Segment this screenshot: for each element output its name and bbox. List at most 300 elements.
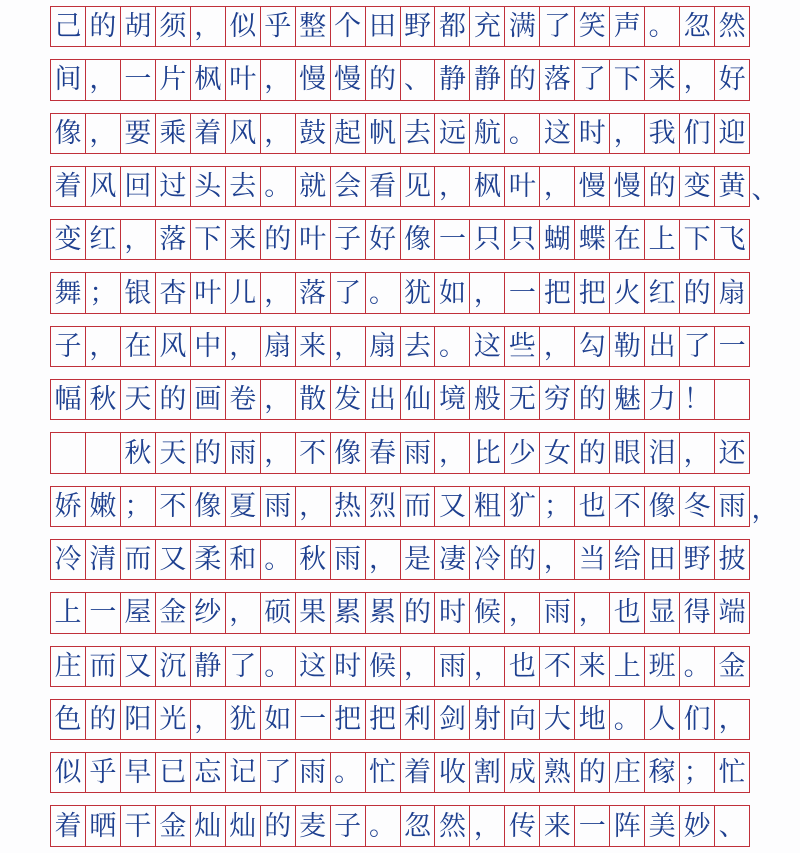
- grid-cell: 干: [121, 806, 156, 845]
- grid-cell: 了: [226, 647, 261, 686]
- grid-cell: 间: [51, 60, 86, 99]
- grid-cell: 娇: [51, 487, 86, 526]
- grid-cell: 还: [715, 433, 750, 472]
- grid-cell: ，: [401, 647, 436, 686]
- grid-cell: ，: [435, 433, 470, 472]
- grid-cell: 了: [575, 60, 610, 99]
- grid-cell: 、: [401, 60, 436, 99]
- grid-cell: 上: [645, 220, 680, 259]
- grid-cell: 风: [86, 167, 121, 206]
- grid-cell: ，: [86, 60, 121, 99]
- grid-cell: 无: [505, 380, 540, 419]
- grid-cell: 灿: [226, 806, 261, 845]
- grid-cell: 是: [401, 540, 436, 579]
- grid-cell: 割: [470, 753, 505, 792]
- grid-cell: 的: [645, 167, 680, 206]
- grid-cell: ；: [680, 753, 715, 792]
- grid-row-cells: [50, 539, 750, 580]
- grid-cell: 下: [680, 220, 715, 259]
- grid-cell: 幅: [51, 380, 86, 419]
- grid-cell: 凄: [435, 540, 470, 579]
- grid-cell: 女: [540, 433, 575, 472]
- grid-row: [50, 480, 779, 533]
- grid-cell: 在: [121, 327, 156, 366]
- grid-cell: 当: [575, 540, 610, 579]
- grid-cell: 充: [470, 7, 505, 46]
- grid-cell: 扇: [366, 327, 401, 366]
- grid-row-cells: [50, 379, 750, 420]
- grid-cell: 叶: [226, 60, 261, 99]
- grid-cell: 剑: [435, 700, 470, 739]
- grid-cell: 好: [366, 220, 401, 259]
- grid-cell: 去: [401, 114, 436, 153]
- grid-cell: 金: [715, 647, 750, 686]
- grid-cell: ，: [540, 167, 575, 206]
- grid-cell: 的: [575, 433, 610, 472]
- grid-cell: 。: [505, 114, 540, 153]
- grid-cell: ，: [86, 114, 121, 153]
- grid-cell: 扇: [261, 327, 296, 366]
- grid-cell: [86, 433, 121, 472]
- grid-cell: 给: [610, 540, 645, 579]
- grid-cell: 落: [156, 220, 191, 259]
- grid-cell: 。: [366, 273, 401, 312]
- grid-cell: 烈: [366, 487, 401, 526]
- grid-cell: 秋: [121, 433, 156, 472]
- grid-cell: 稼: [645, 753, 680, 792]
- grid-cell: ，: [121, 220, 156, 259]
- grid-cell: 时: [331, 647, 366, 686]
- grid-cell: 一: [86, 593, 121, 632]
- grid-cell: 柔: [191, 540, 226, 579]
- grid-cell: 的: [575, 380, 610, 419]
- grid-cell: 夏: [226, 487, 261, 526]
- grid-cell: 一: [121, 60, 156, 99]
- grid-cell: 雨: [540, 593, 575, 632]
- grid-cell: ，: [86, 327, 121, 366]
- grid-cell: 雨: [401, 433, 436, 472]
- grid-cell: 忙: [366, 753, 401, 792]
- grid-cell: 一: [505, 273, 540, 312]
- grid-cell: 蝴: [540, 220, 575, 259]
- grid-row-cells: [50, 219, 750, 260]
- grid-cell: 黄: [715, 167, 750, 206]
- grid-cell: 。: [435, 327, 470, 366]
- grid-row-cells: [50, 113, 750, 154]
- grid-cell: 又: [121, 647, 156, 686]
- grid-cell: 忽: [680, 7, 715, 46]
- grid-cell: 如: [261, 700, 296, 739]
- grid-cell: 力: [645, 380, 680, 419]
- grid-cell: 雨: [715, 487, 750, 526]
- grid-row-cells: [50, 6, 750, 47]
- grid-cell: 静: [470, 60, 505, 99]
- grid-cell: 来: [575, 647, 610, 686]
- grid-row-cells: [50, 272, 750, 313]
- grid-cell: 比: [470, 433, 505, 472]
- grid-cell: 金: [156, 806, 191, 845]
- grid-cell: 来: [296, 327, 331, 366]
- grid-cell: 般: [470, 380, 505, 419]
- grid-row: [50, 53, 750, 106]
- grid-cell: ，: [435, 167, 470, 206]
- grid-cell: 像: [401, 220, 436, 259]
- grid-cell: 利: [401, 700, 436, 739]
- grid-cell: 这: [470, 327, 505, 366]
- grid-cell: 不: [156, 487, 191, 526]
- grid-cell: 麦: [296, 806, 331, 845]
- grid-cell: 忽: [401, 806, 436, 845]
- grid-cell: 清: [86, 540, 121, 579]
- grid-cell: 下: [191, 220, 226, 259]
- grid-cell: ，: [261, 433, 296, 472]
- grid-row-cells: [50, 486, 750, 527]
- grid-cell: 中: [191, 327, 226, 366]
- grid-cell: 不: [540, 647, 575, 686]
- grid-cell: ，: [226, 327, 261, 366]
- grid-cell: 美: [645, 806, 680, 845]
- grid-cell: 收: [435, 753, 470, 792]
- grid-cell: 时: [435, 593, 470, 632]
- grid-cell: 的: [401, 593, 436, 632]
- grid-cell: 雨: [331, 540, 366, 579]
- grid-cell: 光: [156, 700, 191, 739]
- grid-cell: 阵: [610, 806, 645, 845]
- grid-cell: 庄: [610, 753, 645, 792]
- grid-cell: 端: [715, 593, 750, 632]
- grid-row: [50, 373, 750, 426]
- grid-cell: [51, 433, 86, 472]
- grid-cell: 和: [226, 540, 261, 579]
- grid-cell: ，: [470, 273, 505, 312]
- grid-cell: 野: [401, 7, 436, 46]
- grid-cell: 田: [645, 540, 680, 579]
- grid-cell: 些: [505, 327, 540, 366]
- grid-cell: 落: [540, 60, 575, 99]
- grid-cell: 都: [435, 7, 470, 46]
- grid-cell: 的: [505, 540, 540, 579]
- grid-cell: ，: [575, 593, 610, 632]
- grid-cell: ，: [680, 433, 715, 472]
- grid-row-cells: [50, 326, 750, 367]
- grid-cell: 一: [575, 806, 610, 845]
- grid-cell: 色: [51, 700, 86, 739]
- grid-row-cells: [50, 752, 750, 793]
- grid-cell: 会: [331, 167, 366, 206]
- grid-cell: ，: [366, 540, 401, 579]
- grid-row-cells: [50, 699, 750, 740]
- grid-cell: 去: [401, 327, 436, 366]
- grid-cell: 屋: [121, 593, 156, 632]
- grid-cell: 传: [505, 806, 540, 845]
- grid-cell: 的: [261, 806, 296, 845]
- grid-cell: 红: [645, 273, 680, 312]
- grid-row: [50, 640, 750, 693]
- grid-cell: 纱: [191, 593, 226, 632]
- grid-row-cells: [50, 166, 750, 207]
- grid-cell: 们: [680, 114, 715, 153]
- grid-cell: 。: [261, 167, 296, 206]
- grid-cell: 硕: [261, 593, 296, 632]
- grid-cell: ；: [86, 273, 121, 312]
- grid-cell: 魅: [610, 380, 645, 419]
- grid-cell: 变: [51, 220, 86, 259]
- grid-cell: 如: [435, 273, 470, 312]
- grid-cell: 成: [505, 753, 540, 792]
- grid-cell: 冷: [470, 540, 505, 579]
- grid-cell: 枫: [191, 60, 226, 99]
- grid-cell: 。: [261, 540, 296, 579]
- grid-cell: 田: [366, 7, 401, 46]
- grid-cell: ，: [540, 327, 575, 366]
- grid-cell: 飞: [715, 220, 750, 259]
- margin-punctuation: ，: [751, 493, 779, 525]
- grid-cell: ，: [680, 60, 715, 99]
- grid-cell: 冷: [51, 540, 86, 579]
- grid-cell: 秋: [296, 540, 331, 579]
- grid-cell: 忘: [191, 753, 226, 792]
- grid-cell: 了: [680, 327, 715, 366]
- grid-cell: 这: [540, 114, 575, 153]
- grid-cell: 也: [505, 647, 540, 686]
- grid-cell: 早: [121, 753, 156, 792]
- grid-cell: 出: [366, 380, 401, 419]
- grid-cell: 又: [156, 540, 191, 579]
- grid-cell: 着: [51, 806, 86, 845]
- grid-cell: ，: [470, 647, 505, 686]
- grid-row: [50, 320, 750, 373]
- grid-cell: 阳: [121, 700, 156, 739]
- grid-cell: 春: [366, 433, 401, 472]
- grid-cell: 头: [191, 167, 226, 206]
- grid-cell: 境: [435, 380, 470, 419]
- grid-cell: 已: [156, 753, 191, 792]
- grid-cell: 然: [435, 806, 470, 845]
- grid-cell: 来: [226, 220, 261, 259]
- grid-cell: ！: [680, 380, 715, 419]
- grid-cell: ，: [470, 806, 505, 845]
- grid-row: [50, 213, 750, 266]
- grid-cell: 犹: [226, 700, 261, 739]
- grid-cell: 一: [715, 327, 750, 366]
- grid-cell: 犹: [401, 273, 436, 312]
- grid-cell: 的: [680, 273, 715, 312]
- grid-cell: 来: [540, 806, 575, 845]
- grid-row: [50, 799, 750, 852]
- grid-cell: 熟: [540, 753, 575, 792]
- grid-row-cells: [50, 59, 750, 100]
- grid-cell: 慢: [610, 167, 645, 206]
- grid-row: [50, 160, 779, 213]
- grid-row-cells: [50, 805, 750, 846]
- grid-row: [50, 693, 750, 746]
- grid-cell: 犷: [505, 487, 540, 526]
- grid-row: [50, 746, 750, 799]
- grid-cell: 。: [261, 647, 296, 686]
- grid-cell: 笑: [575, 7, 610, 46]
- grid-cell: 静: [191, 647, 226, 686]
- grid-cell: 回: [121, 167, 156, 206]
- grid-cell: 着: [401, 753, 436, 792]
- grid-cell: ；: [121, 487, 156, 526]
- grid-cell: 好: [715, 60, 750, 99]
- grid-cell: 穷: [540, 380, 575, 419]
- grid-cell: 在: [610, 220, 645, 259]
- grid-cell: 的: [366, 60, 401, 99]
- grid-cell: 把: [366, 700, 401, 739]
- grid-cell: ，: [715, 700, 750, 739]
- grid-cell: 泪: [645, 433, 680, 472]
- grid-cell: 天: [156, 433, 191, 472]
- margin-punctuation: 、: [751, 174, 779, 206]
- grid-cell: 记: [226, 753, 261, 792]
- grid-cell: ，: [261, 60, 296, 99]
- grid-cell: 舞: [51, 273, 86, 312]
- grid-cell: 远: [435, 114, 470, 153]
- grid-cell: 们: [680, 700, 715, 739]
- grid-cell: 己: [51, 7, 86, 46]
- grid-cell: 风: [226, 114, 261, 153]
- grid-cell: 像: [191, 487, 226, 526]
- grid-cell: 得: [680, 593, 715, 632]
- grid-cell: 勾: [575, 327, 610, 366]
- grid-cell: 。: [610, 700, 645, 739]
- grid-cell: 。: [645, 7, 680, 46]
- grid-cell: ，: [296, 487, 331, 526]
- writing-grid: [50, 0, 779, 853]
- grid-cell: 叶: [191, 273, 226, 312]
- grid-cell: 片: [156, 60, 191, 99]
- grid-cell: 火: [610, 273, 645, 312]
- grid-cell: 也: [575, 487, 610, 526]
- grid-row: [50, 426, 750, 479]
- grid-cell: 的: [156, 380, 191, 419]
- grid-cell: 杏: [156, 273, 191, 312]
- grid-cell: 儿: [226, 273, 261, 312]
- grid-cell: ，: [226, 593, 261, 632]
- grid-cell: 而: [401, 487, 436, 526]
- grid-cell: 乘: [156, 114, 191, 153]
- grid-cell: 像: [645, 487, 680, 526]
- grid-cell: 银: [121, 273, 156, 312]
- grid-cell: 慢: [575, 167, 610, 206]
- grid-cell: 的: [505, 60, 540, 99]
- grid-cell: 子: [331, 220, 366, 259]
- grid-row: [50, 533, 750, 586]
- grid-cell: 慢: [296, 60, 331, 99]
- grid-cell: 雨: [296, 753, 331, 792]
- grid-cell: 鼓: [296, 114, 331, 153]
- grid-cell: 仙: [401, 380, 436, 419]
- grid-cell: 眼: [610, 433, 645, 472]
- grid-cell: 起: [331, 114, 366, 153]
- grid-cell: 候: [470, 593, 505, 632]
- grid-cell: 红: [86, 220, 121, 259]
- grid-cell: 了: [540, 7, 575, 46]
- grid-cell: 天: [121, 380, 156, 419]
- grid-cell: ，: [505, 593, 540, 632]
- grid-cell: 我: [645, 114, 680, 153]
- grid-cell: 而: [121, 540, 156, 579]
- grid-cell: ，: [191, 700, 226, 739]
- grid-cell: 金: [156, 593, 191, 632]
- grid-cell: 雨: [261, 487, 296, 526]
- grid-cell: 粗: [470, 487, 505, 526]
- grid-cell: 人: [645, 700, 680, 739]
- grid-row-cells: [50, 592, 750, 633]
- grid-cell: ，: [540, 540, 575, 579]
- grid-cell: 似: [226, 7, 261, 46]
- grid-cell: 把: [575, 273, 610, 312]
- grid-cell: 一: [296, 700, 331, 739]
- grid-cell: 的: [191, 433, 226, 472]
- grid-cell: 不: [296, 433, 331, 472]
- grid-cell: 果: [296, 593, 331, 632]
- grid-cell: 晒: [86, 806, 121, 845]
- grid-cell: 向: [505, 700, 540, 739]
- grid-cell: 子: [331, 806, 366, 845]
- grid-cell: 大: [540, 700, 575, 739]
- grid-cell: 散: [296, 380, 331, 419]
- grid-cell: 着: [51, 167, 86, 206]
- grid-cell: 来: [645, 60, 680, 99]
- grid-cell: 沉: [156, 647, 191, 686]
- grid-cell: 着: [191, 114, 226, 153]
- grid-cell: ，: [191, 7, 226, 46]
- grid-cell: 忙: [715, 753, 750, 792]
- grid-cell: 落: [296, 273, 331, 312]
- grid-cell: 要: [121, 114, 156, 153]
- grid-cell: 风: [156, 327, 191, 366]
- grid-cell: 航: [470, 114, 505, 153]
- grid-cell: 披: [715, 540, 750, 579]
- grid-cell: [715, 380, 750, 419]
- grid-cell: 野: [680, 540, 715, 579]
- grid-cell: 就: [296, 167, 331, 206]
- grid-cell: 见: [401, 167, 436, 206]
- grid-cell: 画: [191, 380, 226, 419]
- grid-cell: 乎: [86, 753, 121, 792]
- grid-cell: 也: [610, 593, 645, 632]
- grid-cell: 个: [331, 7, 366, 46]
- grid-cell: ，: [261, 380, 296, 419]
- grid-row: [50, 0, 750, 53]
- grid-cell: 累: [366, 593, 401, 632]
- grid-cell: 发: [331, 380, 366, 419]
- grid-cell: 像: [331, 433, 366, 472]
- grid-cell: ；: [540, 487, 575, 526]
- grid-cell: 显: [645, 593, 680, 632]
- grid-cell: 勒: [610, 327, 645, 366]
- grid-cell: 少: [505, 433, 540, 472]
- grid-cell: 变: [680, 167, 715, 206]
- grid-cell: 整: [296, 7, 331, 46]
- grid-cell: 叶: [296, 220, 331, 259]
- grid-cell: 不: [610, 487, 645, 526]
- grid-cell: 了: [331, 273, 366, 312]
- grid-cell: 须: [156, 7, 191, 46]
- grid-row-cells: [50, 646, 750, 687]
- grid-cell: 声: [610, 7, 645, 46]
- grid-cell: 慢: [331, 60, 366, 99]
- grid-cell: 雨: [435, 647, 470, 686]
- grid-cell: 把: [540, 273, 575, 312]
- grid-cell: ，: [610, 114, 645, 153]
- grid-cell: 。: [680, 647, 715, 686]
- grid-cell: 胡: [121, 7, 156, 46]
- grid-cell: 庄: [51, 647, 86, 686]
- grid-cell: 上: [51, 593, 86, 632]
